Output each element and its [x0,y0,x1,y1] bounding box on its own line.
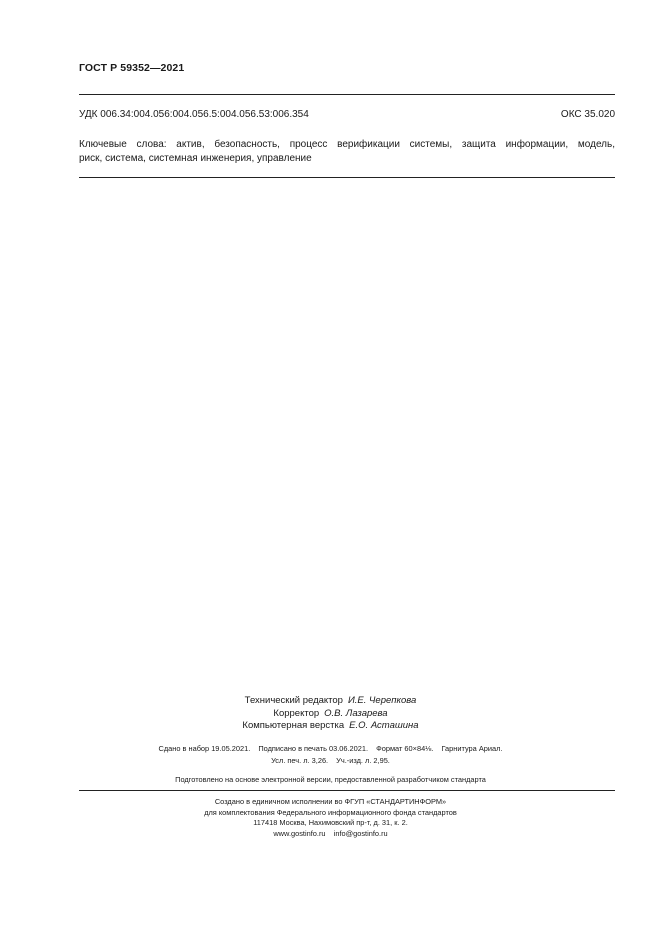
publisher-info [0,797,661,839]
staff-role: Корректор [273,707,320,719]
publishing-sheets: Уч.-изд. л. 2,95. [336,756,390,765]
keywords-divider [79,177,615,178]
keywords-paragraph [79,138,615,166]
standard-number: ГОСТ Р 59352—2021 [79,62,185,74]
header-divider [79,94,615,95]
staff-name: Е.О. Асташина [349,720,419,731]
signed-date: Подписано в печать 03.06.2021. [258,744,369,753]
publisher-line: Создано в единичном исполнении во ФГУП «СТАНДАРТИНФОРМ» [214,797,447,806]
staff-role: Компьютерная верстка [242,720,345,731]
typeface: Гарнитура Ариал. [441,744,503,753]
staff-name: О.В. Лазарева [324,707,388,719]
footer-divider [79,790,615,791]
staff-row [0,708,661,721]
staff-row [0,720,661,733]
keywords-line: Ключевые слова: актив, безопасность, процесс верификации системы, защита информации, модель, [79,139,615,150]
staff-role: Технический редактор [244,695,343,706]
publisher-contacts: www.gostinfo.ru info@gostinfo.ru [273,828,388,838]
publisher-address: 117418 Москва, Нахимовский пр-т, д. 31, к. 2. [253,818,408,827]
staff-name: И.Е. Черепкова [347,695,417,706]
print-info-line [0,755,661,767]
udk-code: УДК 006.34:004.056:004.056.5:004.056.53:006.354 [79,109,309,120]
oks-code: ОКС 35.020 [560,109,615,120]
prepared-note: Подготовлено на основе электронной версии, предоставленной разработчиком стандарта [175,775,486,784]
publisher-line: для комплектования Федерального информационного фонда стандартов [204,807,457,817]
editorial-staff [0,695,661,733]
keywords-line: риск, система, системная инженерия, управление [79,153,312,164]
typeset-date: Сдано в набор 19.05.2021. [158,744,251,753]
print-info [0,743,661,767]
print-info-line [0,743,661,755]
printed-sheets: Усл. печ. л. 3,26. [271,756,329,765]
format: Формат 60×84⅛. [376,744,434,753]
staff-row [0,695,661,708]
